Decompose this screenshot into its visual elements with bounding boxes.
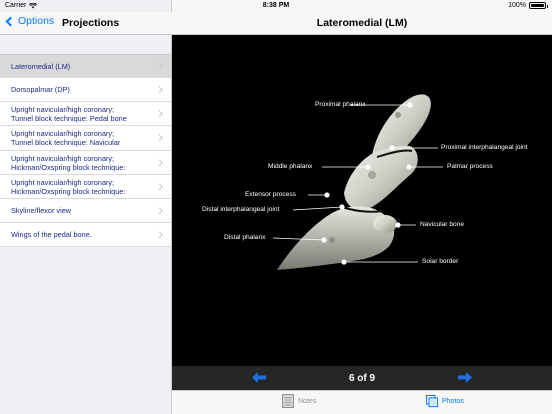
- label-extensor-process: Extensor process: [245, 191, 296, 198]
- back-button-label: Options: [18, 15, 55, 27]
- list-item[interactable]: [0, 223, 171, 247]
- notes-icon: [282, 394, 294, 408]
- list-item-label: Upright navicular/high coronary; Hickman/Oxspring block technique:: [11, 153, 126, 172]
- chevron-right-icon: [156, 86, 163, 93]
- master-panel: [0, 0, 172, 414]
- chevron-left-icon: [6, 16, 16, 26]
- list-item[interactable]: [0, 126, 171, 151]
- label-distal-interphalangeal-joint: Distal interphalangeal joint: [202, 206, 280, 213]
- list-item[interactable]: [0, 55, 171, 78]
- tab-notes[interactable]: [282, 394, 316, 408]
- arrow-right-icon[interactable]: [458, 372, 472, 383]
- chevron-right-icon: [156, 110, 163, 117]
- list-item-label: Skyline/flexor view: [11, 206, 72, 215]
- status-bar: [0, 0, 552, 12]
- list-item[interactable]: [0, 199, 171, 223]
- label-navicular-bone: Navicular bone: [420, 221, 464, 228]
- list-item-label: Upright navicular/high coronary; Tunnel block technique: Navicular: [11, 129, 121, 147]
- list-item[interactable]: [0, 102, 171, 126]
- label-solar-border: Solar border: [422, 258, 459, 265]
- tab-bar: [172, 390, 552, 414]
- label-proximal-phalanx: Proximal phalanx: [315, 101, 366, 108]
- list-item-label: Lateromedial (LM): [11, 61, 71, 71]
- pager-bar: [172, 366, 552, 390]
- list-item-label: Dorsopalmar (DP): [11, 85, 70, 94]
- detail-title: Lateromedial (LM): [316, 17, 408, 29]
- master-title: Projections: [62, 17, 120, 29]
- tab-photos[interactable]: [426, 394, 464, 408]
- distal-phalanx-bone: [277, 206, 394, 270]
- page-counter: 6 of 9: [348, 373, 376, 384]
- tab-notes-label: Notes: [298, 397, 317, 405]
- navicular-bone-shape: [373, 215, 397, 233]
- photos-icon: [426, 394, 438, 408]
- detail-nav-bar: [172, 12, 552, 35]
- clock: 8:38 PM: [262, 2, 290, 9]
- label-middle-phalanx: Middle phalanx: [268, 163, 313, 170]
- tab-photos-label: Photos: [442, 397, 464, 405]
- list-item-label: Wings of the pedal bone.: [11, 230, 92, 239]
- list-item[interactable]: [0, 151, 171, 175]
- carrier-label: Carrier: [5, 2, 27, 9]
- label-distal-phalanx: Distal phalanx: [224, 234, 266, 241]
- list-item-label: Upright navicular/high coronary; Tunnel block technique: Pedal bone: [11, 104, 127, 123]
- chevron-right-icon: [156, 231, 163, 238]
- xray-3d-image: [172, 35, 552, 366]
- master-nav-bar: [0, 12, 172, 35]
- chevron-right-icon: [156, 134, 163, 141]
- battery-indicator: [508, 2, 546, 9]
- list-item[interactable]: [0, 175, 171, 199]
- battery-percent: 100%: [508, 2, 526, 9]
- detail-panel: [172, 0, 552, 414]
- image-viewer[interactable]: [172, 35, 552, 366]
- chevron-right-icon: [156, 62, 163, 69]
- list-item[interactable]: [0, 78, 171, 102]
- list-item-label: Upright navicular/high coronary; Hickman/Oxspring block technique:: [11, 177, 126, 196]
- label-palmar-process: Palmar process: [447, 163, 493, 170]
- chevron-right-icon: [156, 207, 163, 214]
- chevron-right-icon: [156, 183, 163, 190]
- battery-icon: [529, 2, 546, 9]
- back-button[interactable]: [4, 15, 54, 27]
- chevron-right-icon: [156, 159, 163, 166]
- label-proximal-interphalangeal-joint: Proximal interphalangeal joint: [441, 144, 528, 151]
- projections-list: [0, 54, 171, 247]
